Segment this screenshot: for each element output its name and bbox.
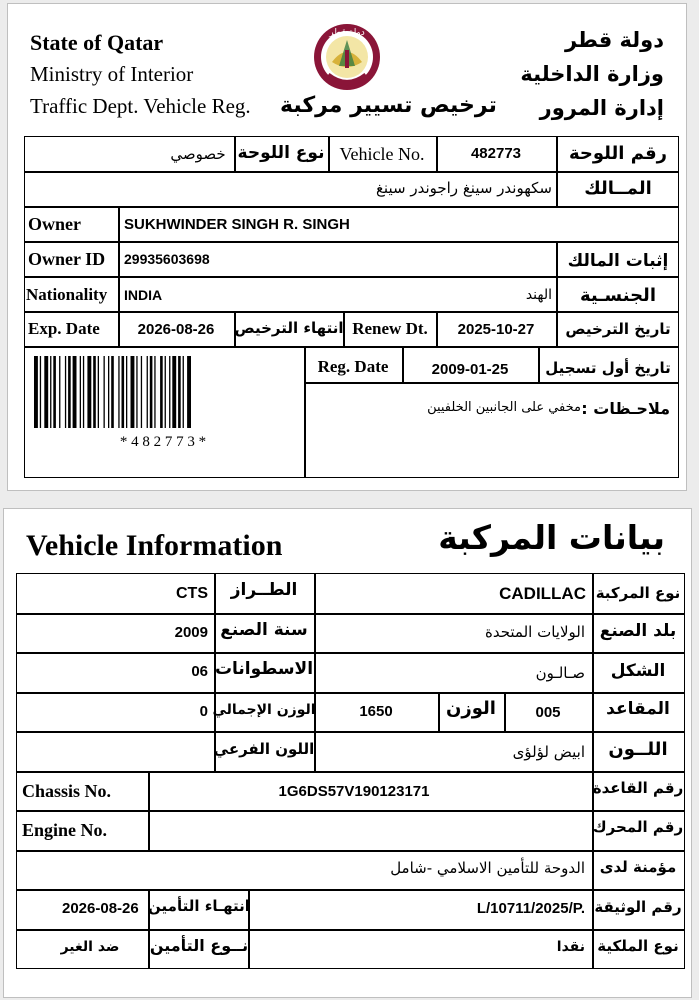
vehicle-card (3, 508, 692, 998)
vehicle-no-label: Vehicle No. (339, 144, 425, 164)
nationality-ar-value: الهند (525, 287, 552, 303)
barcode-bar (40, 356, 41, 428)
barcode-bar (80, 356, 81, 428)
reg-date-ar-label: تاريخ أول تسجيل (545, 359, 671, 377)
state-ar: دولة قطر (564, 28, 664, 52)
barcode-bar (44, 356, 48, 428)
barcode-bar (160, 356, 163, 428)
barcode-bar (83, 356, 84, 428)
plate-type-label: نوع اللوحة (237, 143, 325, 163)
barcode-bar (87, 356, 91, 428)
barcode-bar (104, 356, 105, 428)
vehicle-no-value: 482773 (470, 145, 522, 162)
make-label: نوع المركبة (595, 584, 681, 602)
reg-date-value: 2009-01-25 (431, 361, 509, 378)
engine-label: Engine No. (22, 820, 108, 840)
vehicle-title-ar: بيانات المركبة (438, 518, 665, 557)
reg-date-label: Reg. Date (317, 357, 389, 376)
barcode-bar (147, 356, 148, 428)
chassis-ar-label: رقم القاعدة (592, 779, 684, 797)
notes-value: مخفي على الجانبين الخلفيين (427, 400, 581, 415)
barcode-bar (50, 356, 51, 428)
country-label: بلد الصنع (599, 621, 677, 641)
barcode-bar (165, 356, 166, 428)
barcode-text: * 4 8 2 7 7 3 * (119, 434, 207, 450)
chassis-label: Chassis No. (22, 781, 112, 801)
ownership-label: نوع الملكية (597, 937, 679, 955)
gross-weight-value: 0 (199, 703, 208, 720)
barcode-bar (172, 356, 176, 428)
color-value: ابيض لؤلؤى (512, 743, 585, 761)
ministry-ar: وزارة الداخلية (520, 62, 664, 86)
exp-date-ar-label: انتهاء الترخيص (234, 319, 344, 337)
nationality-ar-label: الجنسـية (580, 285, 656, 306)
shape-value: صـالـون (535, 664, 585, 682)
barcode-bar (73, 356, 77, 428)
policy-value: L/10711/2025/P. (476, 900, 585, 917)
make-value: CADILLAC (499, 584, 586, 603)
shape-label: الشكل (610, 661, 666, 681)
license-title-ar: ترخيص تسيير مركبة (280, 93, 497, 118)
cylinders-label: الاسطوانات (214, 659, 314, 679)
qatar-emblem-logo (312, 20, 382, 100)
barcode-bar (34, 356, 38, 428)
dept-ar: إدارة المرور (539, 96, 664, 120)
insurance-exp-label: انتهـاء التأمين (148, 897, 250, 915)
barcode-bar (154, 356, 155, 428)
svg-text:دولة قطر: دولة قطر (329, 28, 365, 38)
exp-date-label: Exp. Date (28, 319, 100, 338)
year-value: 2009 (174, 624, 208, 641)
year-label: سنة الصنع (220, 620, 308, 640)
insurance-type-value: ضد الغير (60, 939, 120, 955)
barcode-bar (118, 356, 119, 428)
barcode (34, 356, 292, 428)
nationality-label: Nationality (26, 285, 108, 304)
renew-date-label: Renew Dt. (352, 319, 428, 338)
owner-value: SUKHWINDER SINGH R. SINGH (124, 216, 350, 233)
seats-label: المقاعد (606, 699, 670, 719)
barcode-bar (68, 356, 71, 428)
barcode-bar (59, 356, 60, 428)
barcode-bar (108, 356, 109, 428)
barcode-bar (169, 356, 170, 428)
exp-date-value: 2026-08-26 (137, 321, 215, 338)
barcode-bar (131, 356, 135, 428)
model-label: الطــراز (230, 580, 298, 600)
renew-date-ar-label: تاريخ الترخيص (565, 320, 671, 338)
model-value: CTS (176, 585, 208, 602)
state-en: State of Qatar (30, 30, 164, 55)
policy-label: رقم الوثيقة (594, 898, 682, 916)
cylinders-value: 06 (191, 663, 208, 680)
country-value: الولايات المتحدة (484, 623, 585, 641)
barcode-bar (183, 356, 184, 428)
barcode-bar (98, 356, 99, 428)
owner-label: Owner (28, 214, 81, 234)
owner-id-label: Owner ID (28, 249, 106, 269)
plate-type-value: خصوصي (170, 145, 226, 163)
nationality-value: INDIA (124, 287, 163, 303)
seats-value: 005 (535, 704, 561, 721)
barcode-bar (150, 356, 153, 428)
owner-ar-label: المــالك (584, 178, 652, 199)
weight-value: 1650 (359, 703, 393, 720)
insurance-exp-value: 2026-08-26 (62, 900, 139, 917)
dept-en: Traffic Dept. Vehicle Reg. (30, 94, 251, 118)
vehicle-title-en: Vehicle Information (26, 529, 283, 562)
barcode-bar (141, 356, 142, 428)
barcode-bar (178, 356, 181, 428)
weight-label: الوزن (446, 698, 496, 719)
ministry-en: Ministry of Interior (30, 62, 194, 86)
insurer-label: مؤمنة لدى (599, 858, 677, 876)
barcode-bar (136, 356, 137, 428)
color-label: اللــون (608, 739, 668, 760)
plate-no-label: رقم اللوحة (569, 143, 667, 164)
barcode-bar (93, 356, 96, 428)
barcode-bar (126, 356, 127, 428)
barcode-bar (65, 356, 66, 428)
owner-id-ar-label: إثبات المالك (567, 251, 669, 271)
notes-label: ملاحـظات : (581, 399, 670, 418)
gross-weight-label: الوزن الإجمالي (212, 702, 316, 718)
insurer-value: الدوحة للتأمين الاسلامي -شامل (390, 859, 585, 877)
insurance-type-label: نــوع التأمين (149, 936, 249, 955)
chassis-value: 1G6DS57V190123171 (278, 783, 430, 800)
owner-id-value: 29935603698 (124, 251, 210, 267)
ownership-value: نقدا (556, 939, 585, 955)
renew-date-value: 2025-10-27 (457, 321, 535, 338)
barcode-bar (122, 356, 125, 428)
owner-ar-value: سكهوندر سينغ راجوندر سينغ (375, 179, 552, 197)
barcode-bar (53, 356, 56, 428)
sub-color-label: اللون الفرعي (213, 740, 315, 758)
barcode-bar (187, 356, 191, 428)
license-card (7, 3, 687, 491)
engine-ar-label: رقم المحرك (592, 818, 684, 836)
barcode-bar (111, 356, 114, 428)
